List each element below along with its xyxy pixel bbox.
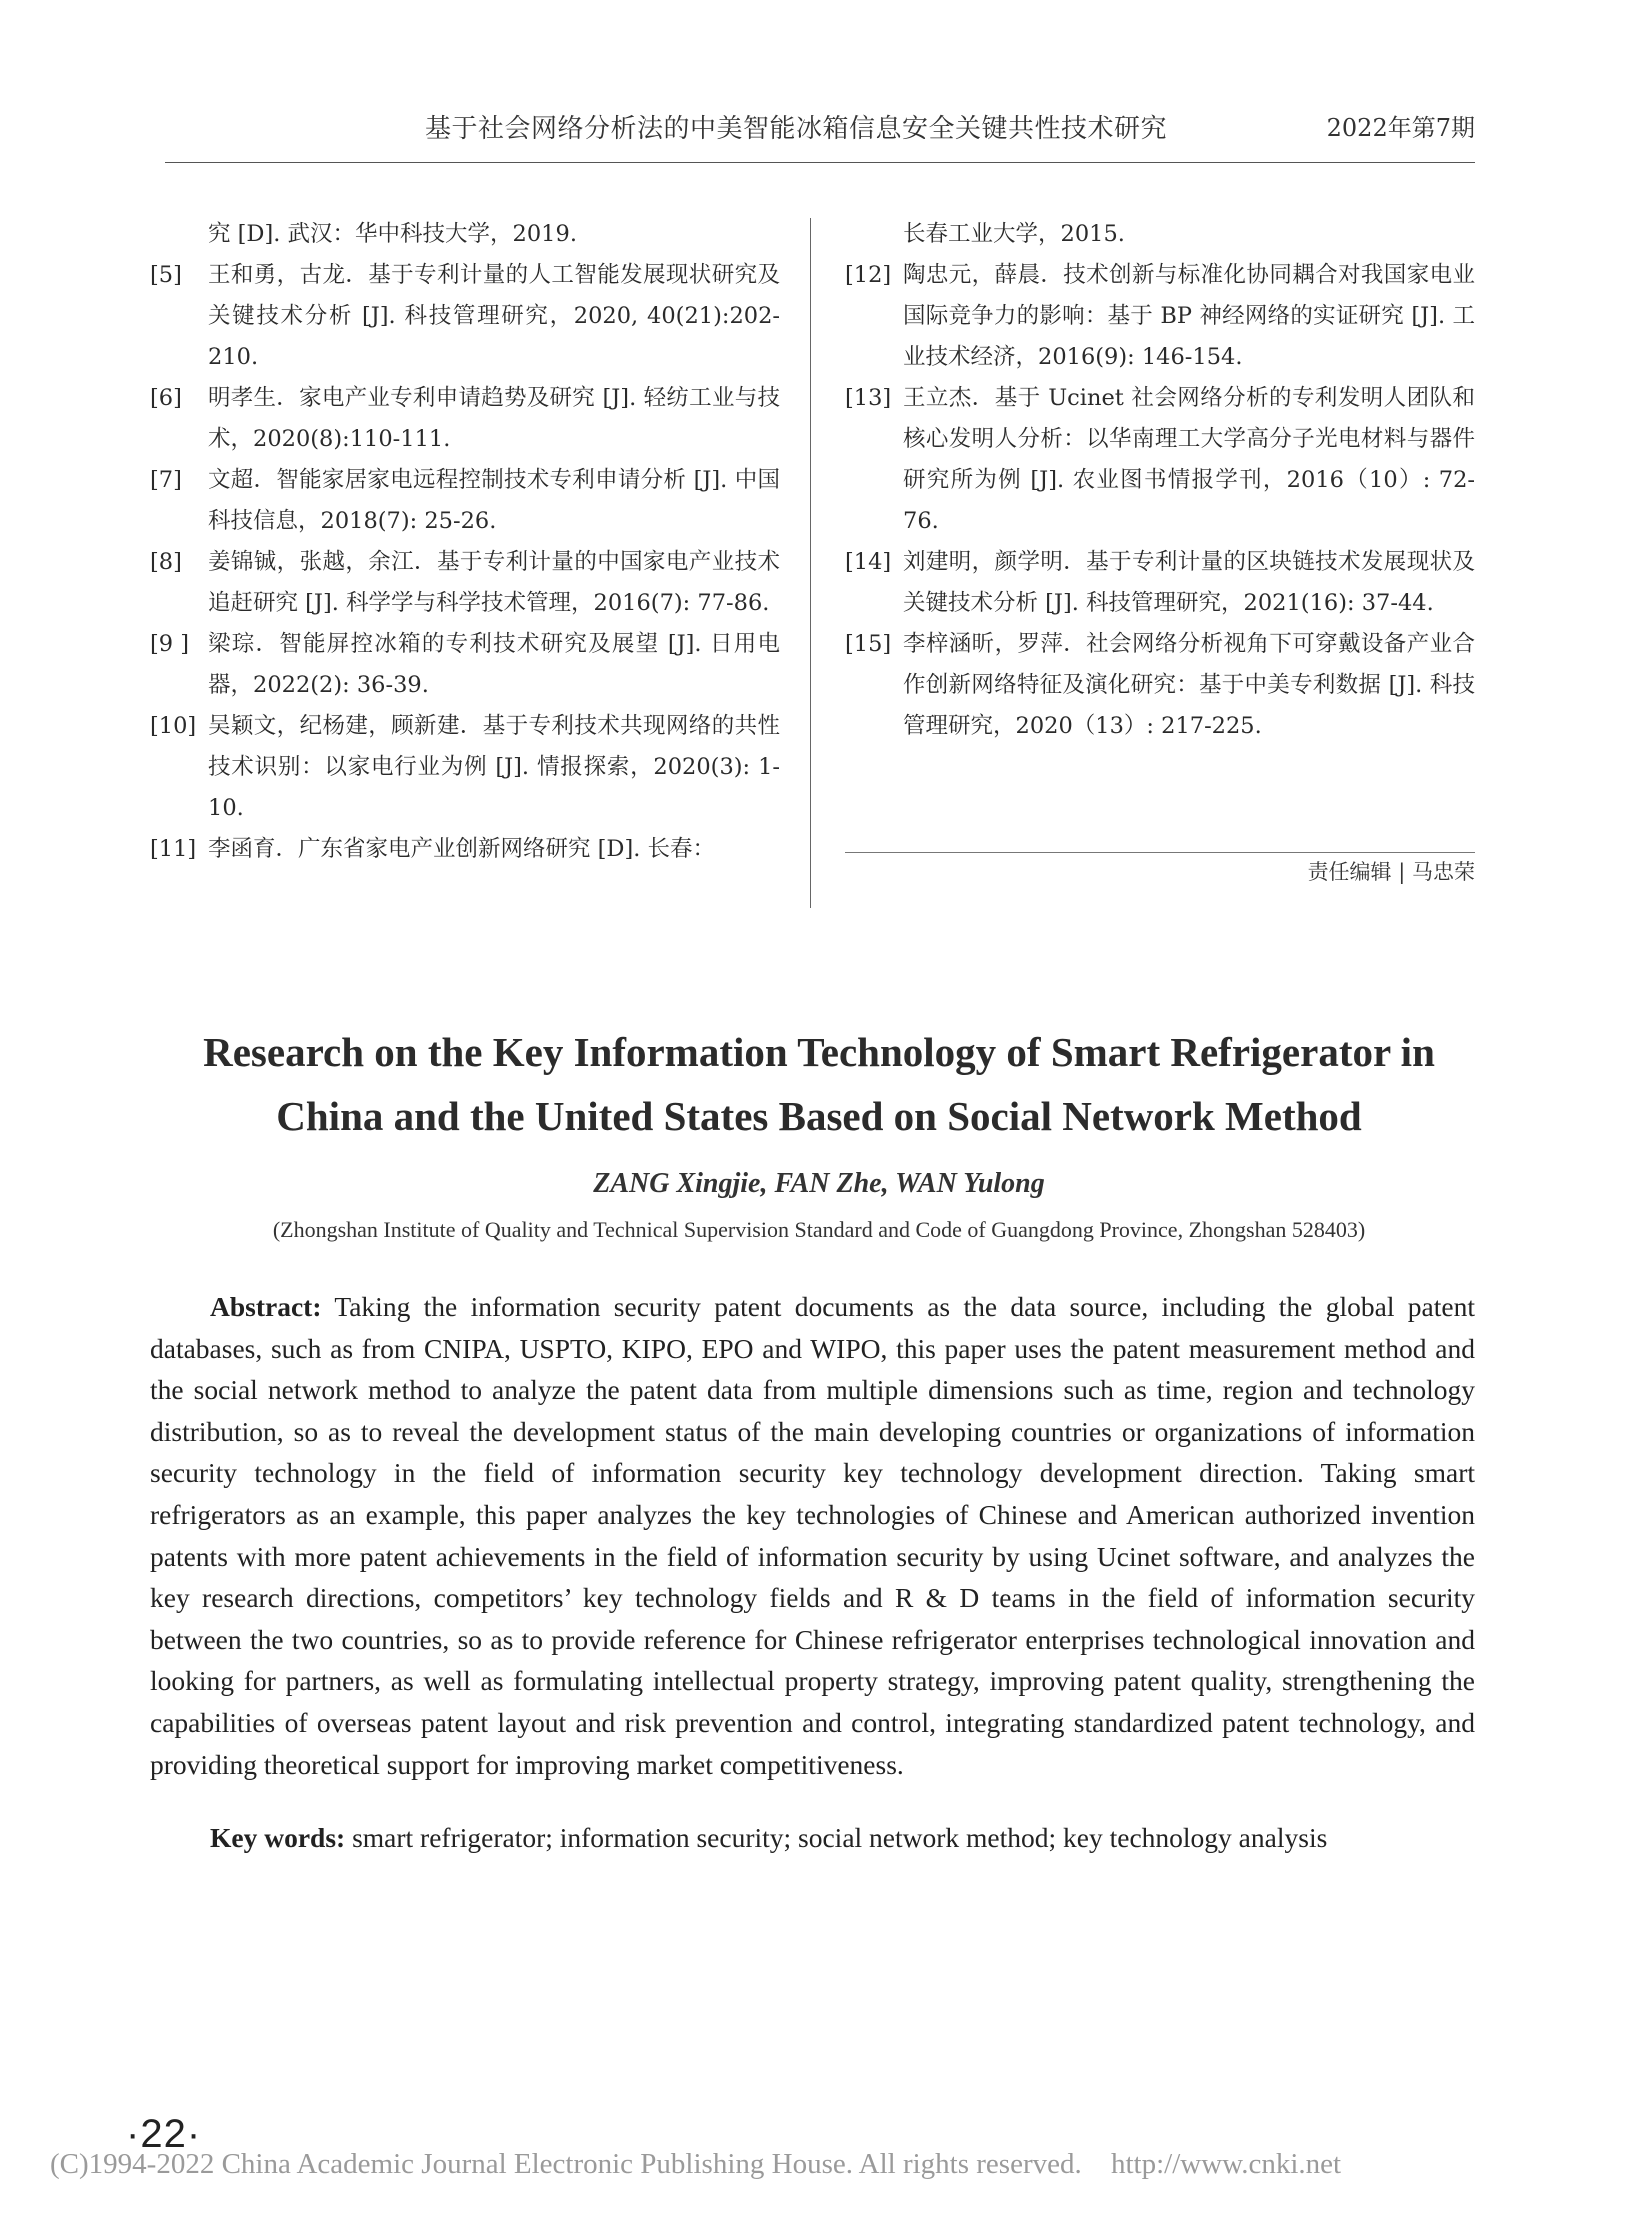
reference-item: [150, 255, 780, 378]
copyright-text: (C)1994-2022 China Academic Journal Electronic Publishing House. All rights reserved.: [50, 2148, 1082, 2180]
keywords-text: smart refrigerator; information security; social network method; key technology analysis: [345, 1822, 1328, 1853]
reference-text: 刘建明，颜学明．基于专利计量的区块链技术发展现状及关键技术分析 [J]. 科技管理研究，2021(16): 37-44.: [903, 549, 1475, 616]
reference-number: [14]: [845, 549, 892, 575]
reference-item: [150, 460, 780, 542]
reference-text: 王立杰．基于 Ucinet 社会网络分析的专利发明人团队和核心发明人分析：以华南理工大学高分子光电材料与器件研究所为例 [J]. 农业图书情报学刊，2016（10）: 72-76.: [903, 385, 1475, 534]
abstract-text: Taking the information security patent documents as the data source, including the global patent databases, such as from CNIPA, USPTO, KIPO, EPO and WIPO, this paper uses the patent measurement method and the social network method to analyze the patent data from multiple dimensions such as time, region and technology distribution, so as to reveal the development status of the main developing countries or organizations of information security technology in the field of information security key technology development direction. Taking smart refrigerators as an example, this paper analyzes the key technologies of Chinese and American authorized invention patents with more patent achievements in the field of information security by using Ucinet software, and analyzes the key research directions, competitors’ key technology fields and R & D teams in the field of information security between the two countries, so as to provide reference for Chinese refrigerator enterprises technological innovation and looking for partners, as well as formulating intellectual property strategy, improving patent quality, strengthening the capabilities of overseas patent layout and risk prevention and control, integrating standardized patent technology, and providing theoretical support for improving market competitiveness.: [150, 1291, 1475, 1780]
reference-text: 李函育．广东省家电产业创新网络研究 [D]. 长春：: [208, 836, 716, 862]
affiliation: (Zhongshan Institute of Quality and Technical Supervision Standard and Code of Guangdong Province, Zhongshan 528403): [272, 1217, 1366, 1242]
reference-number: [5]: [150, 262, 182, 288]
running-header-title: 基于社会网络分析法的中美智能冰箱信息安全关键共性技术研究: [425, 114, 1168, 144]
copyright-watermark: [50, 2148, 1341, 2181]
reference-item: [845, 255, 1475, 378]
reference-number: [7]: [150, 467, 182, 493]
reference-item: [845, 624, 1475, 747]
header-rule: [165, 162, 1475, 163]
reference-number: [15]: [845, 631, 892, 657]
reference-number: [6]: [150, 385, 182, 411]
english-title-line-2: China and the United States Based on Social Network Method: [276, 1093, 1362, 1139]
reference-number: [10]: [150, 713, 197, 739]
abstract-paragraph: [150, 1286, 1475, 1785]
keywords-label: Key words:: [210, 1822, 346, 1853]
reference-text: 陶忠元，薛晨．技术创新与标准化协同耦合对我国家电业国际竞争力的影响：基于 BP 神经网络的实证研究 [J]. 工业技术经济，2016(9): 146-154.: [903, 262, 1475, 370]
reference-text: 文超．智能家居家电远程控制技术专利申请分析 [J]. 中国科技信息，2018(7): 25-26.: [208, 467, 780, 534]
reference-item: [845, 542, 1475, 624]
responsible-editor: 责任编辑 | 马忠荣: [1307, 860, 1475, 884]
english-title-line-1: Research on the Key Information Technology of Smart Refrigerator in: [203, 1029, 1435, 1075]
reference-continuation: 究 [D]. 武汉：华中科技大学，2019.: [208, 221, 577, 247]
reference-number: [13]: [845, 385, 892, 411]
reference-continuation: 长春工业大学，2015.: [903, 221, 1125, 247]
reference-number: [11]: [150, 836, 197, 862]
running-header: [165, 108, 1475, 150]
reference-text: 明孝生．家电产业专利申请趋势及研究 [J]. 轻纺工业与技术，2020(8):110-111.: [208, 385, 780, 452]
reference-item: [150, 706, 780, 829]
english-title: [100, 1020, 1538, 1148]
editor-rule: [845, 852, 1475, 853]
issue-label: 2022年第7期: [1326, 114, 1475, 142]
reference-text: 王和勇，古龙．基于专利计量的人工智能发展现状研究及关键技术分析 [J]. 科技管理研究，2020, 40(21):202-210.: [208, 262, 780, 370]
reference-item: [845, 378, 1475, 542]
copyright-url: http://www.cnki.net: [1110, 2148, 1342, 2180]
reference-number: [9 ]: [150, 631, 190, 657]
page-number: ·22·: [126, 2112, 202, 2156]
reference-item: [150, 624, 780, 706]
reference-number: [8]: [150, 549, 182, 575]
reference-text: 吴颖文，纪杨建，顾新建．基于专利技术共现网络的共性技术识别：以家电行业为例 [J]. 情报探索，2020(3): 1-10.: [208, 713, 780, 821]
reference-item: [150, 542, 780, 624]
keywords: [210, 1822, 1500, 1854]
reference-text: 李梓涵昕，罗萍．社会网络分析视角下可穿戴设备产业合作创新网络特征及演化研究：基于中美专利数据 [J]. 科技管理研究，2020（13）: 217-225.: [903, 631, 1475, 739]
reference-text: 梁琮．智能屏控冰箱的专利技术研究及展望 [J]. 日用电器，2022(2): 36-39.: [208, 631, 780, 698]
authors: ZANG Xingjie, FAN Zhe, WAN Yulong: [593, 1168, 1045, 1199]
reference-item: [150, 378, 780, 460]
references-right-column: [845, 214, 1475, 747]
reference-text: 姜锦铖，张越，余江．基于专利计量的中国家电产业技术追赶研究 [J]. 科学学与科学技术管理，2016(7): 77-86.: [208, 549, 780, 616]
references-left-column: [150, 214, 780, 870]
reference-item: [150, 829, 780, 870]
abstract-label: Abstract:: [210, 1291, 322, 1322]
reference-number: [12]: [845, 262, 892, 288]
column-divider: [810, 218, 811, 908]
